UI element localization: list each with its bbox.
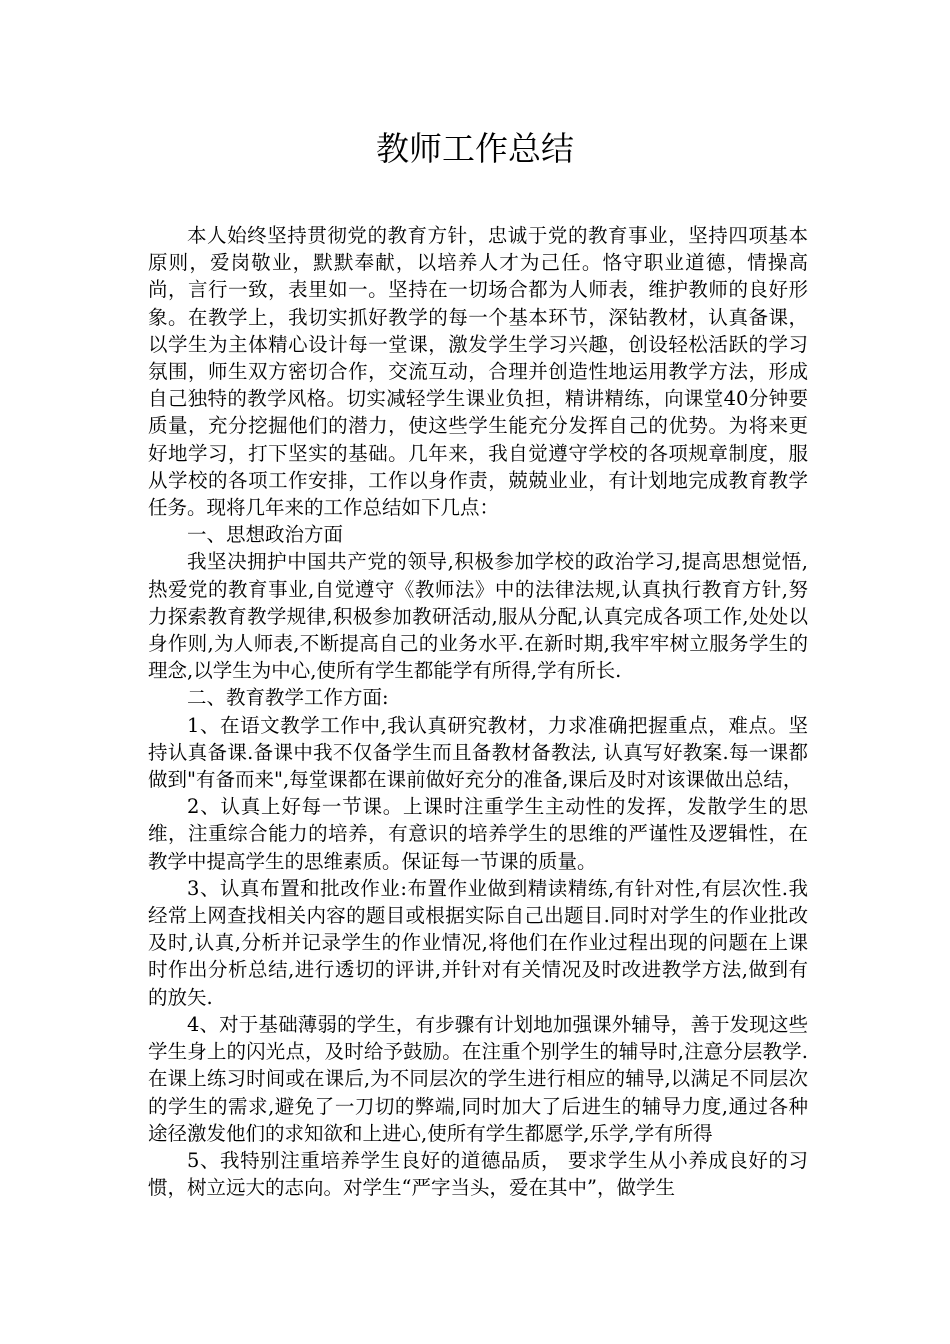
document-body	[148, 222, 808, 1201]
political-paragraph: 我坚决拥护中国共产党的领导,积极参加学校的政治学习,提高思想觉悟,热爱党的教育事业,自觉遵守《教师法》中的法律法规,认真执行教育方针,努力探索教育教学规律,积极参加教研活动,服从分配,认真完成各项工作,处处以身作则,为人师表,不断提高自己的业务水平.在新时期,我牢牢树立服务学生的理念,以学生为中心,使所有学生都能学有所得,学有所长.	[148, 550, 808, 683]
teaching-item-4: 4、对于基础薄弱的学生，有步骤有计划地加强课外辅导，善于发现这些学生身上的闪光点，及时给予鼓励。在注重个别学生的辅导时,注意分层教学.在课上练习时间或在课后,为不同层次的学生进行相应的辅导,以满足不同层次的学生的需求,避免了一刀切的弊端,同时加大了后进生的辅导力度,通过各种途径激发他们的求知欲和上进心,使所有学生都愿学,乐学,学有所得	[148, 1012, 808, 1145]
section-heading-political: 一、思想政治方面	[187, 523, 344, 547]
intro-paragraph: 本人始终坚持贯彻党的教育方针，忠诚于党的教育事业，坚持四项基本原则，爱岗敬业，默默奉献，以培养人才为己任。恪守职业道德，情操高尚，言行一致，表里如一。坚持在一切场合都为人师表，维护教师的良好形象。在教学上，我切实抓好教学的每一个基本环节，深钻教材，认真备课，以学生为主体精心设计每一堂课，激发学生学习兴趣，创设轻松活跃的学习氛围，师生双方密切合作，交流互动，合理并创造性地运用教学方法，形成自己独特的教学风格。切实减轻学生课业负担，精讲精练，向课堂40分钟要质量，充分挖掘他们的潜力，使这些学生能充分发挥自己的优势。为将来更好地学习，打下坚实的基础。几年来，我自觉遵守学校的各项规章制度，服从学校的各项工作安排，工作以身作责，兢兢业业，有计划地完成教育教学任务。现将几年来的工作总结如下几点：	[148, 224, 808, 520]
teaching-item-3: 3、认真布置和批改作业:布置作业做到精读精练,有针对性,有层次性.我经常上网查找相关内容的题目或根据实际自己出题目.同时对学生的作业批改及时,认真,分析并记录学生的作业情况,将他们在作业过程出现的问题在上课时作出分析总结,进行透切的评讲,并针对有关情况及时改进教学方法,做到有的放矢.	[148, 876, 808, 1009]
teaching-item-2: 2、认真上好每一节课。上课时注重学生主动性的发挥，发散学生的思维，注重综合能力的培养，有意识的培养学生的思维的严谨性及逻辑性，在教学中提高学生的思维素质。保证每一节课的质量。	[148, 795, 808, 873]
teaching-item-5: 5、我特别注重培养学生良好的道德品质， 要求学生从小养成良好的习惯，树立远大的志向。对学生“严字当头，爱在其中”，做学生	[148, 1148, 808, 1200]
document-title: 教师工作总结	[376, 129, 574, 168]
section-heading-teaching: 二、教育教学工作方面:	[187, 686, 389, 710]
teaching-item-1: 1、在语文教学工作中,我认真研究教材，力求准确把握重点，难点。坚持认真备课.备课中我不仅备学生而且备教材备教法, 认真写好教案.每一课都做到"有备而来",每堂课都在课前做好充分的准备,课后及时对该课做出总结，	[148, 713, 808, 792]
